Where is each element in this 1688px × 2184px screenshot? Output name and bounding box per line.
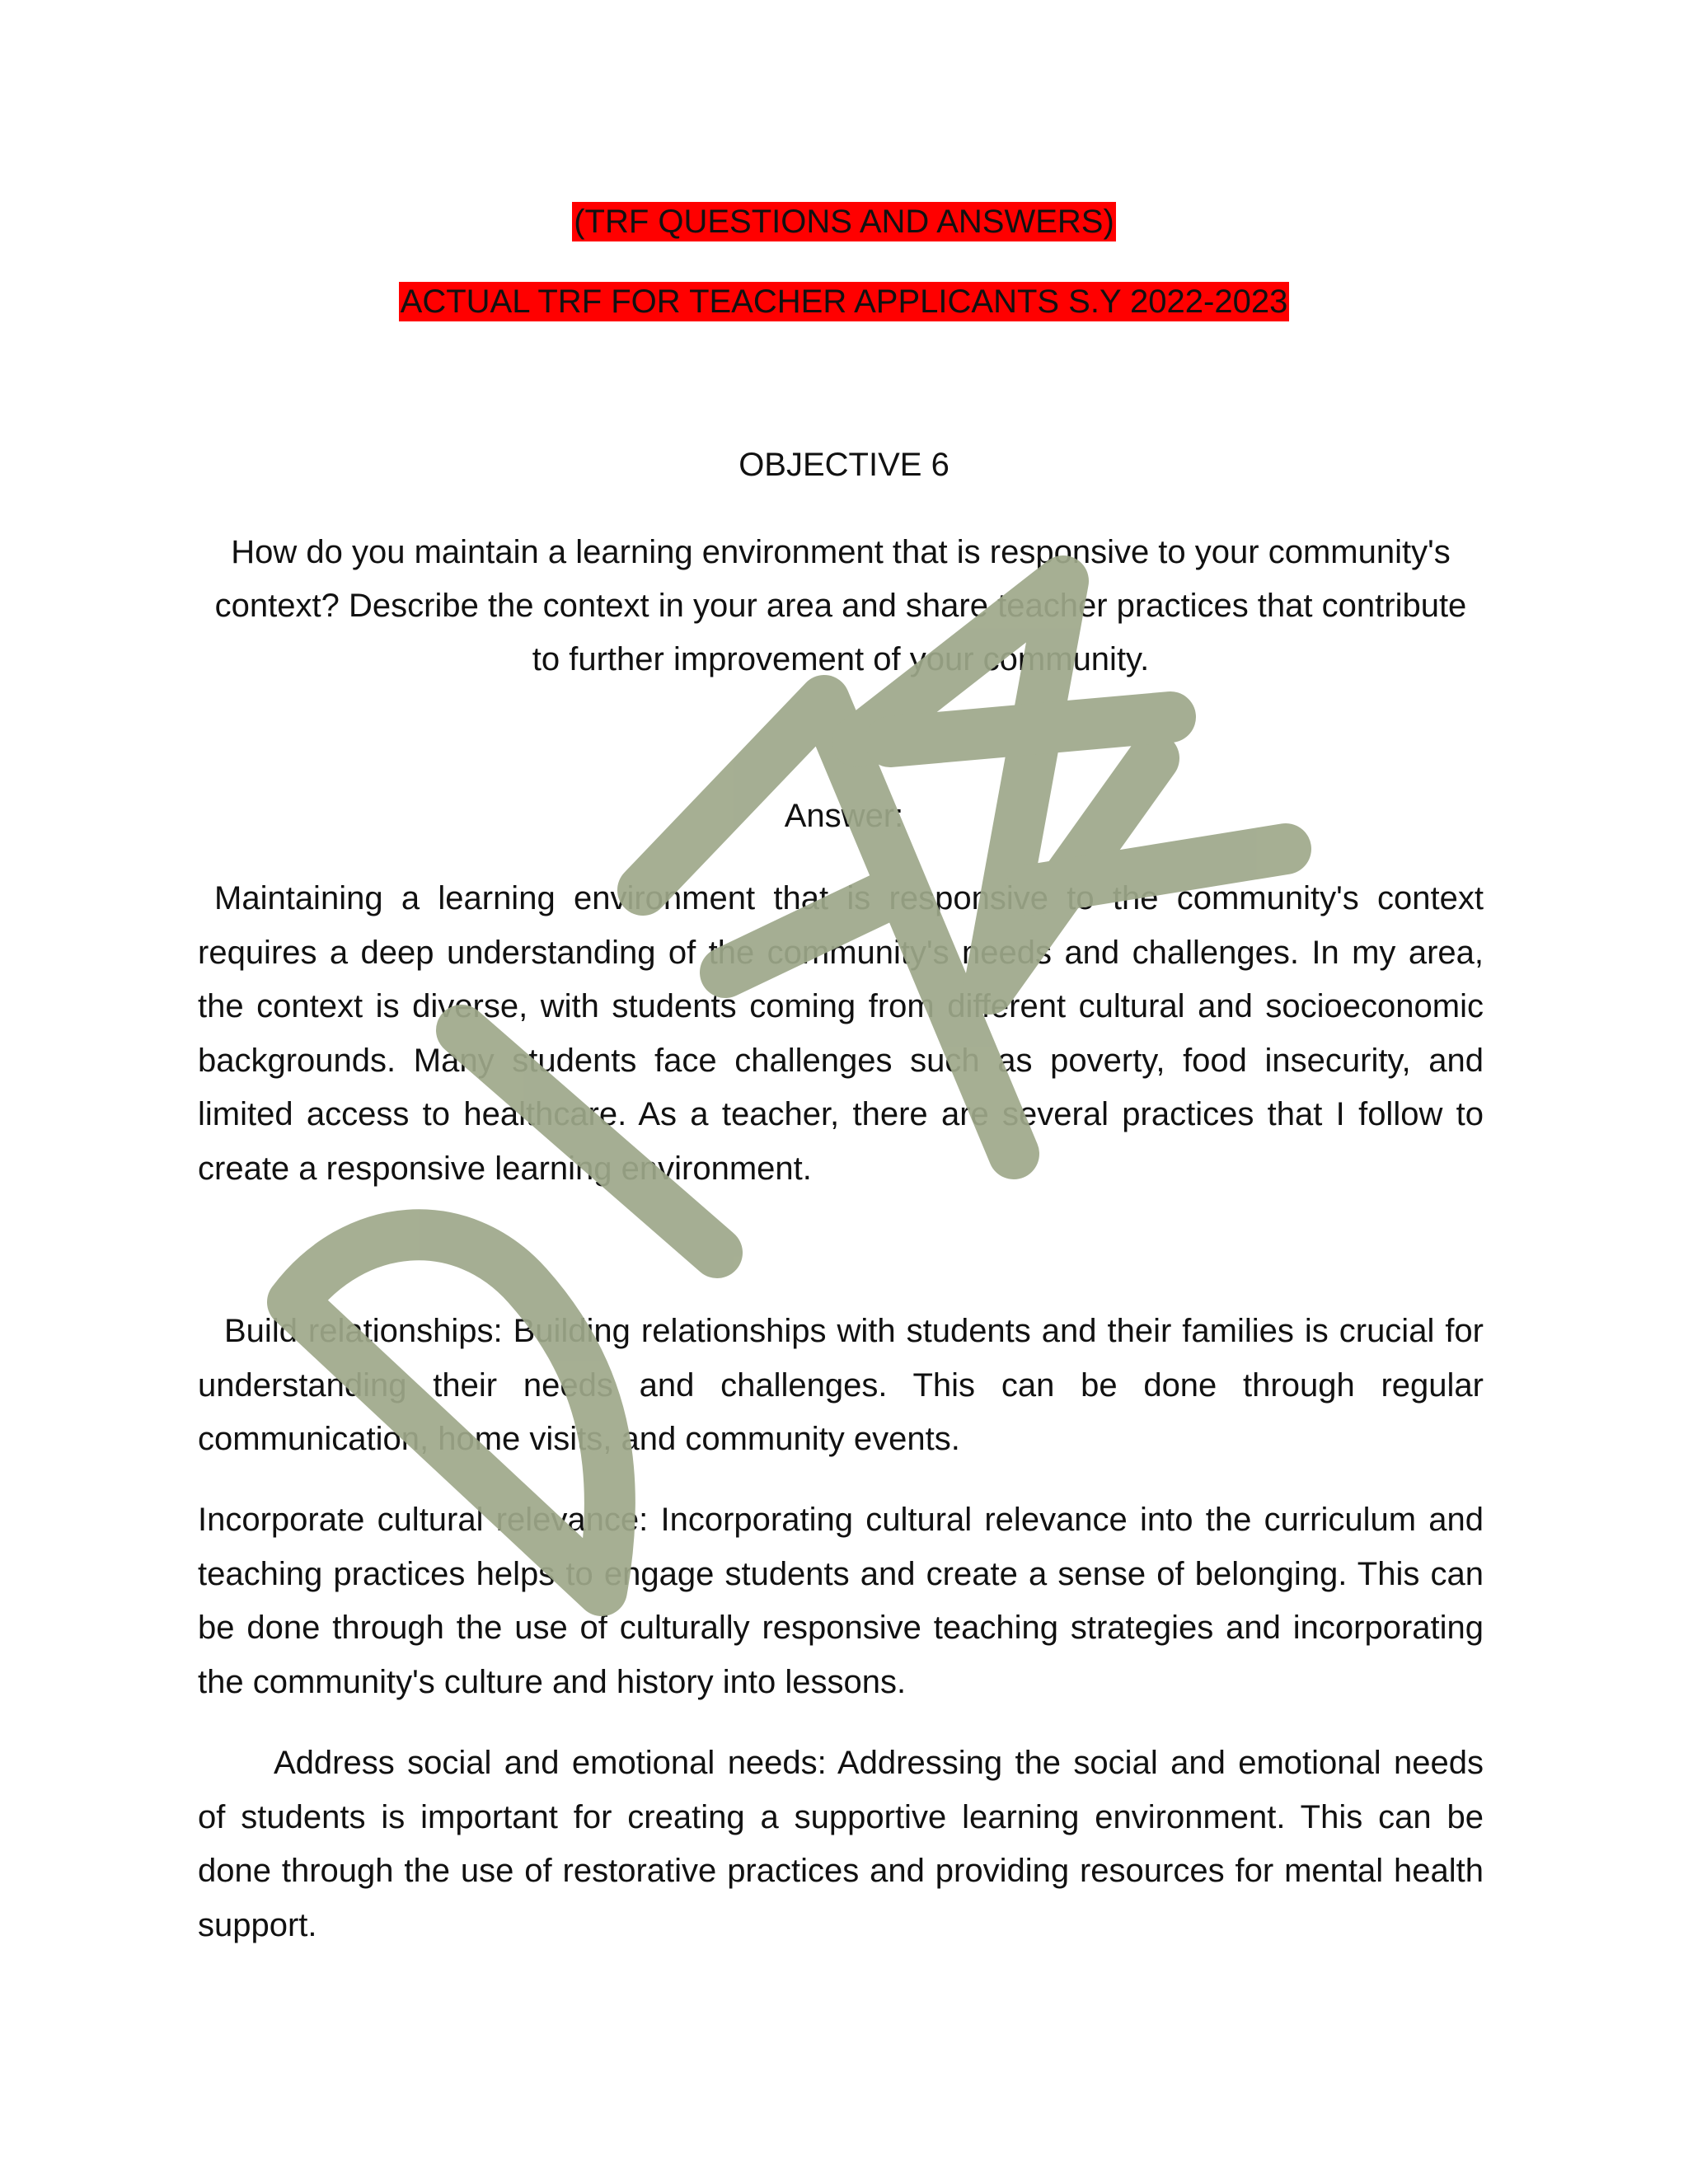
- objective-title: OBJECTIVE 6: [738, 447, 950, 483]
- practice-paragraph-cultural-relevance: Incorporate cultural relevance: Incorporating cultural relevance into the curriculum and teaching practices helps to engage students and create a sense of belonging. This can be done through the use of culturally responsive teaching strategies and incorporating the community's culture and history into lessons.: [198, 1502, 1484, 1700]
- answer-intro-paragraph: Maintaining a learning environment that is responsive to the community's context requires a deep understanding of the community's needs and challenges. In my area, the context is diverse, with students coming from different cultural and socioeconomic backgrounds. Many students face challenges such as poverty, food insecurity, and limited access to healthcare. As a teacher, there are several practices that I follow to create a responsive learning environment.: [198, 880, 1484, 1187]
- header-line-1: [0, 200, 1688, 243]
- header-subtitle-highlight: ACTUAL TRF FOR TEACHER APPLICANTS S.Y 2022-2023: [400, 284, 1288, 320]
- header-title-highlight: (TRF QUESTIONS AND ANSWERS): [574, 204, 1114, 240]
- header-line-2: [0, 280, 1688, 323]
- practice-paragraph-social-emotional: Address social and emotional needs: Addressing the social and emotional needs of students is important for creating a supportive learning environment. This can be done through the use of restorative practices and providing resources for mental health support.: [198, 1745, 1484, 1943]
- answer-label: Answer:: [784, 798, 904, 834]
- objective-question: How do you maintain a learning environment that is responsive to your community's context? Describe the context in your area and share teacher practices that contribute to further improvement of your community.: [214, 534, 1467, 677]
- practice-paragraph-relationships: Build relationships: Building relationships with students and their families is crucial for understanding their needs and challenges. This can be done through regular communication, home visits, and community events.: [198, 1313, 1484, 1457]
